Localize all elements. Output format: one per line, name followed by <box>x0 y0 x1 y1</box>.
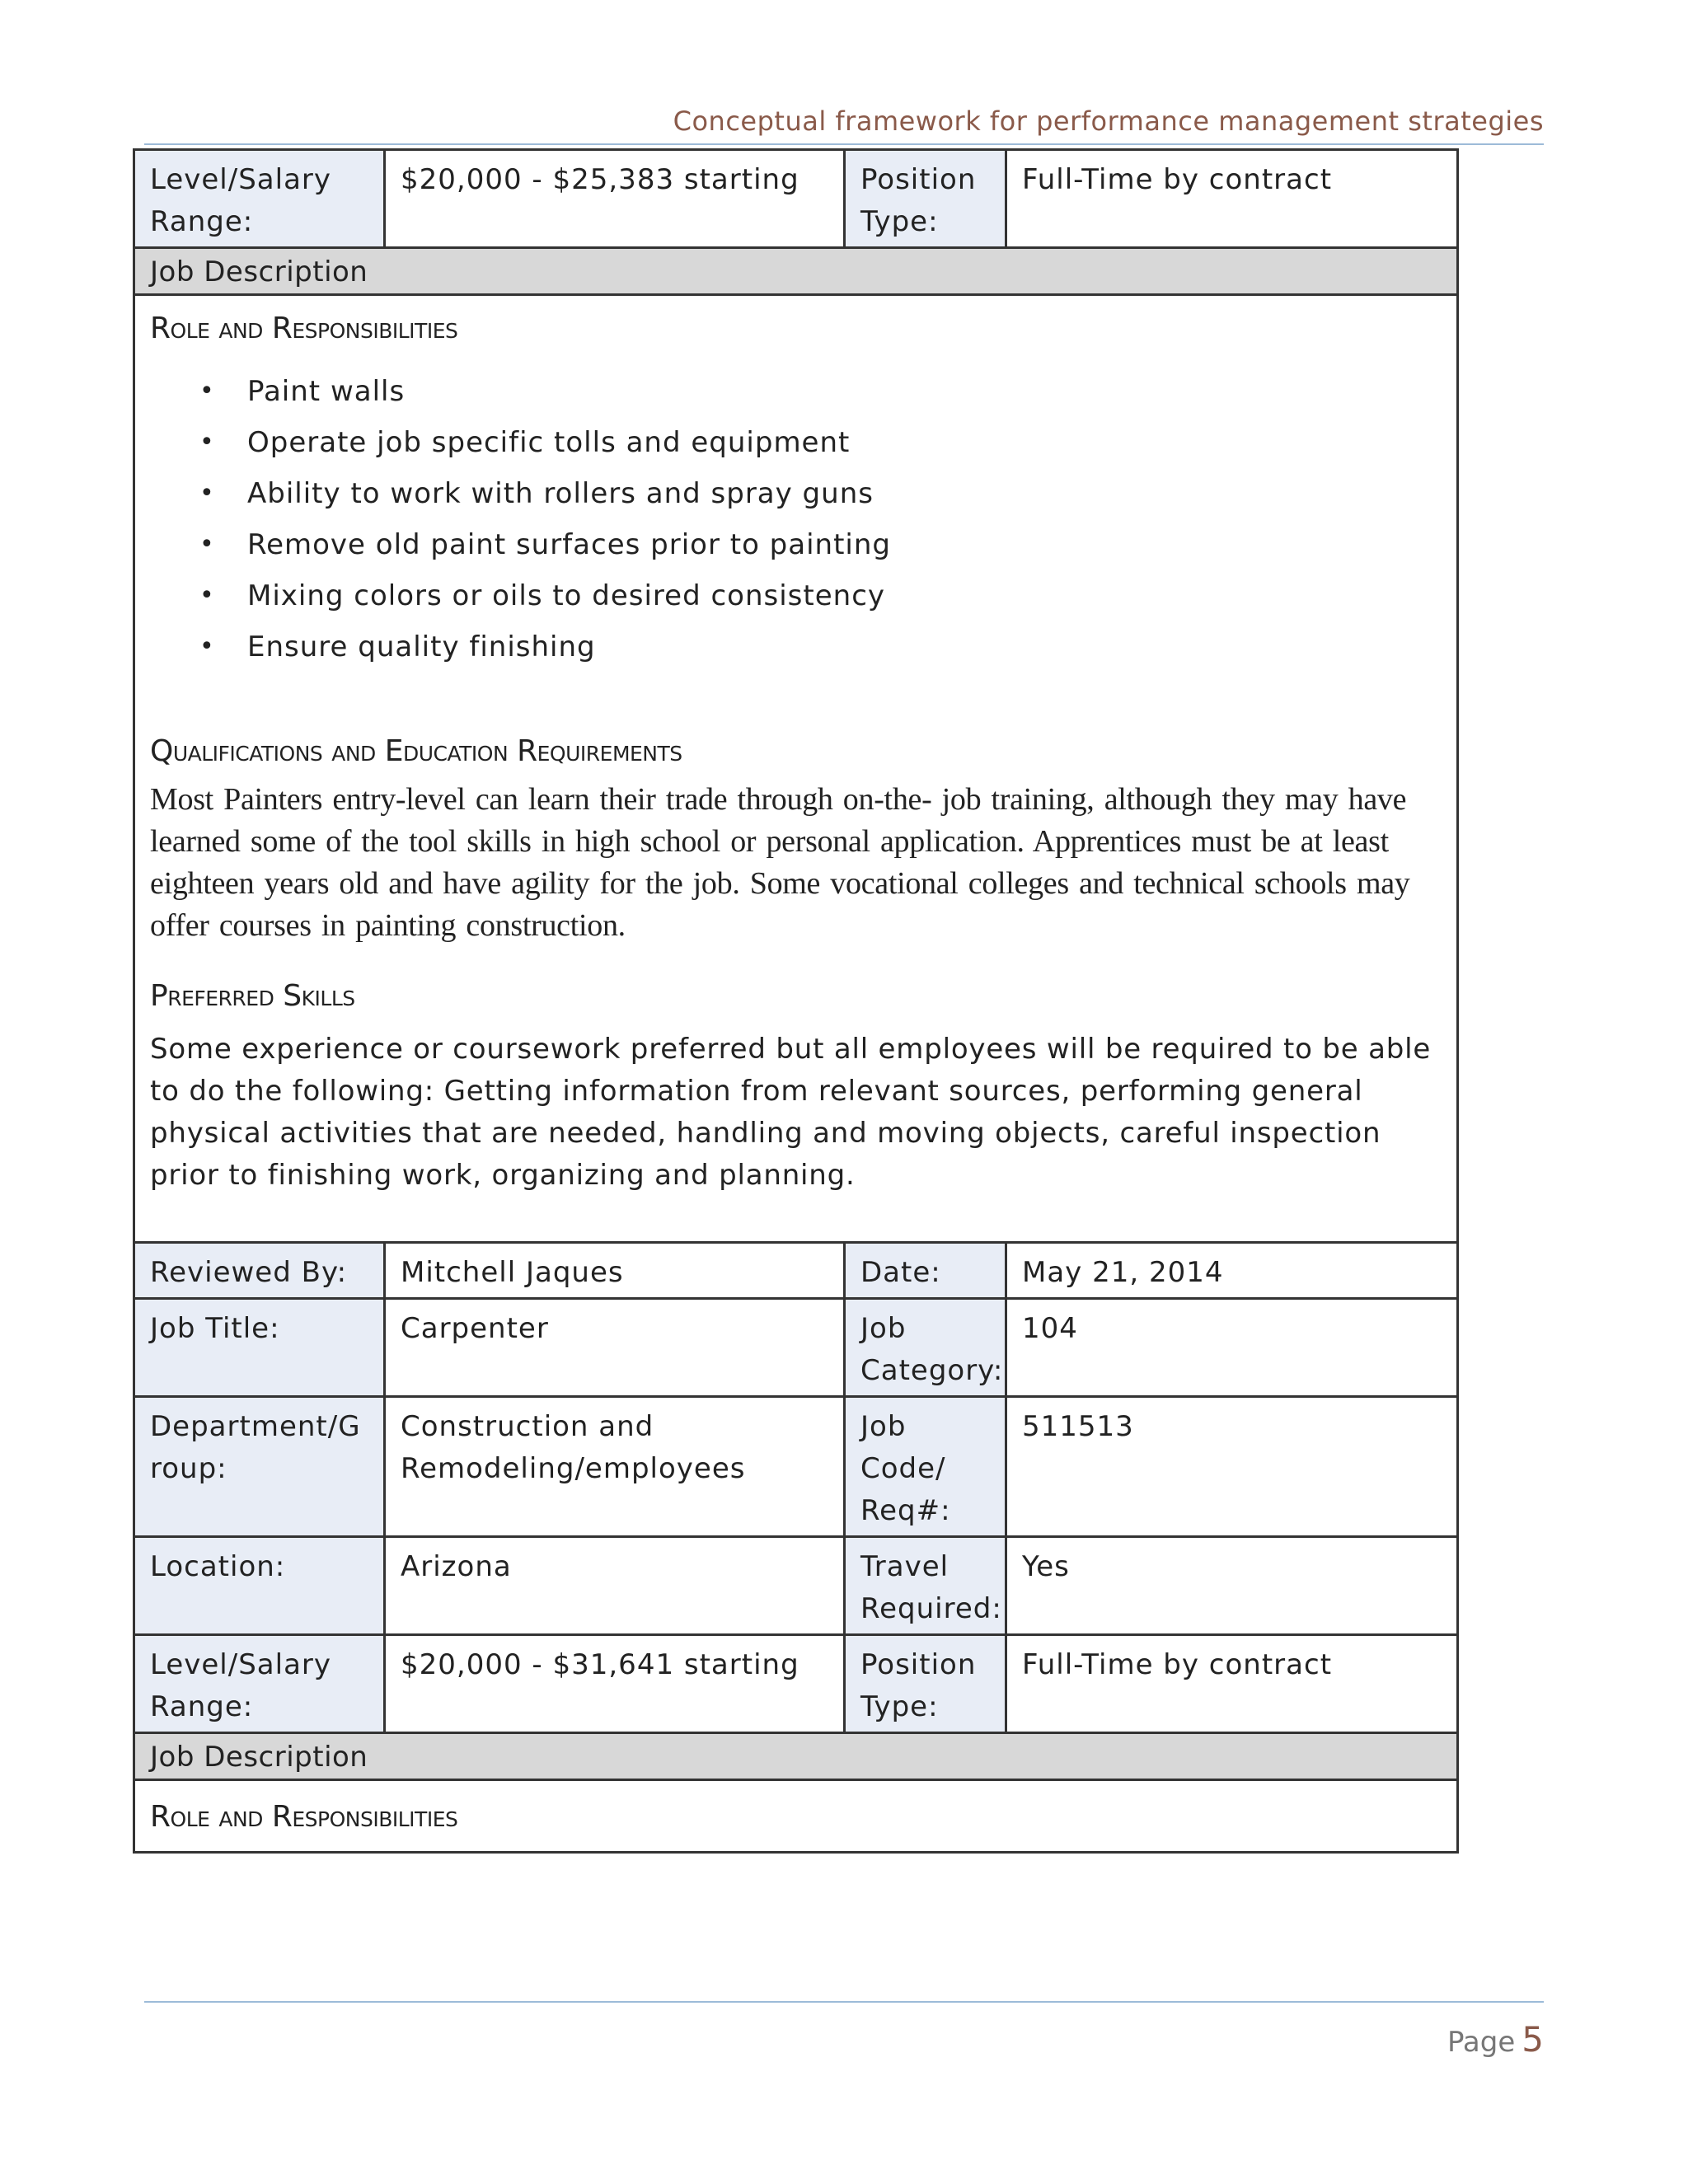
job-title-label: Job Title: <box>134 1299 385 1397</box>
roles-heading: Role and Responsibilities <box>150 312 458 345</box>
roles-heading: Role and Responsibilities <box>150 1800 458 1834</box>
travel-required-value: Yes <box>1006 1537 1458 1635</box>
reviewed-by-label: Reviewed By: <box>134 1243 385 1299</box>
job-code-value: 511513 <box>1006 1397 1458 1537</box>
bullet-icon: • <box>199 632 215 661</box>
list-item: • Ability to work with rollers and spray guns <box>247 468 1442 519</box>
job-code-label: Job Code/ Req#: <box>845 1397 1006 1537</box>
department-value: Construction and Remodeling/employees <box>385 1397 845 1537</box>
location-label: Location: <box>134 1537 385 1635</box>
roles-list <box>150 366 1442 673</box>
job-category-label: Job Category: <box>845 1299 1006 1397</box>
travel-required-label: Travel Required: <box>845 1537 1006 1635</box>
position-type-value: Full-Time by contract <box>1006 1635 1458 1733</box>
list-item: • Remove old paint surfaces prior to painting <box>247 519 1442 570</box>
job-title-value: Carpenter <box>385 1299 845 1397</box>
table-row <box>134 295 1458 1243</box>
bullet-icon: • <box>199 377 215 405</box>
job-description-body <box>134 295 1458 1243</box>
table-row <box>134 1243 1458 1299</box>
position-type-value: Full-Time by contract <box>1006 150 1458 248</box>
table-row <box>134 1299 1458 1397</box>
table-row <box>134 248 1458 295</box>
position-type-label: Position Type: <box>845 150 1006 248</box>
bullet-icon: • <box>199 479 215 508</box>
list-item: • Mixing colors or oils to desired consistency <box>247 570 1442 621</box>
list-item: • Ensure quality finishing <box>247 621 1442 673</box>
date-label: Date: <box>845 1243 1006 1299</box>
table-row <box>134 1780 1458 1853</box>
location-value: Arizona <box>385 1537 845 1635</box>
department-label: Department/Group: <box>134 1397 385 1537</box>
list-item: • Operate job specific tolls and equipment <box>247 417 1442 468</box>
level-salary-value: $20,000 - $31,641 starting <box>385 1635 845 1733</box>
footer-divider <box>144 2001 1544 2003</box>
preferred-skills-text: Some experience or coursework preferred but all employees will be required to be able to do the following: Getting information from relevant sources, performing general physical activities that are needed, handling and moving objects, careful inspection prior to finishing work, organizing and planning. <box>150 1033 1432 1192</box>
table-row <box>134 1537 1458 1635</box>
table-row <box>134 150 1458 248</box>
table-row <box>134 1397 1458 1537</box>
bullet-icon: • <box>199 530 215 559</box>
page-number <box>1447 2019 1544 2060</box>
bullet-icon: • <box>199 428 215 457</box>
job-description-heading: Job Description <box>134 1733 1458 1780</box>
job-description-body <box>134 1780 1458 1853</box>
job-category-value: 104 <box>1006 1299 1458 1397</box>
page-header <box>144 105 1544 145</box>
level-salary-label: Level/Salary Range: <box>134 150 385 248</box>
table-row <box>134 1635 1458 1733</box>
list-item: • Paint walls <box>247 366 1442 417</box>
position-type-label: Position Type: <box>845 1635 1006 1733</box>
qualifications-heading: Qualifications and Education Requirements <box>150 734 682 768</box>
page-number-value: 5 <box>1522 2019 1544 2060</box>
date-value: May 21, 2014 <box>1006 1243 1458 1299</box>
job-description-table <box>133 148 1459 1854</box>
job-description-heading: Job Description <box>134 248 1458 295</box>
header-title: Conceptual framework for performance management strategies <box>673 105 1544 137</box>
bullet-icon: • <box>199 581 215 610</box>
page-label: Page <box>1447 2026 1516 2059</box>
reviewed-by-value: Mitchell Jaques <box>385 1243 845 1299</box>
table-row <box>134 1733 1458 1780</box>
level-salary-label: Level/Salary Range: <box>134 1635 385 1733</box>
qualifications-text: Most Painters entry-level can learn their trade through on-the- job training, although they may have learned some of the tool skills in high school or personal application. Apprentices must be at least eighteen years old and have agility for the job. Some vocational colleges and technical schools may offer courses in painting construction. <box>150 782 1410 943</box>
preferred-skills-heading: Preferred Skills <box>150 979 355 1013</box>
level-salary-value: $20,000 - $25,383 starting <box>385 150 845 248</box>
